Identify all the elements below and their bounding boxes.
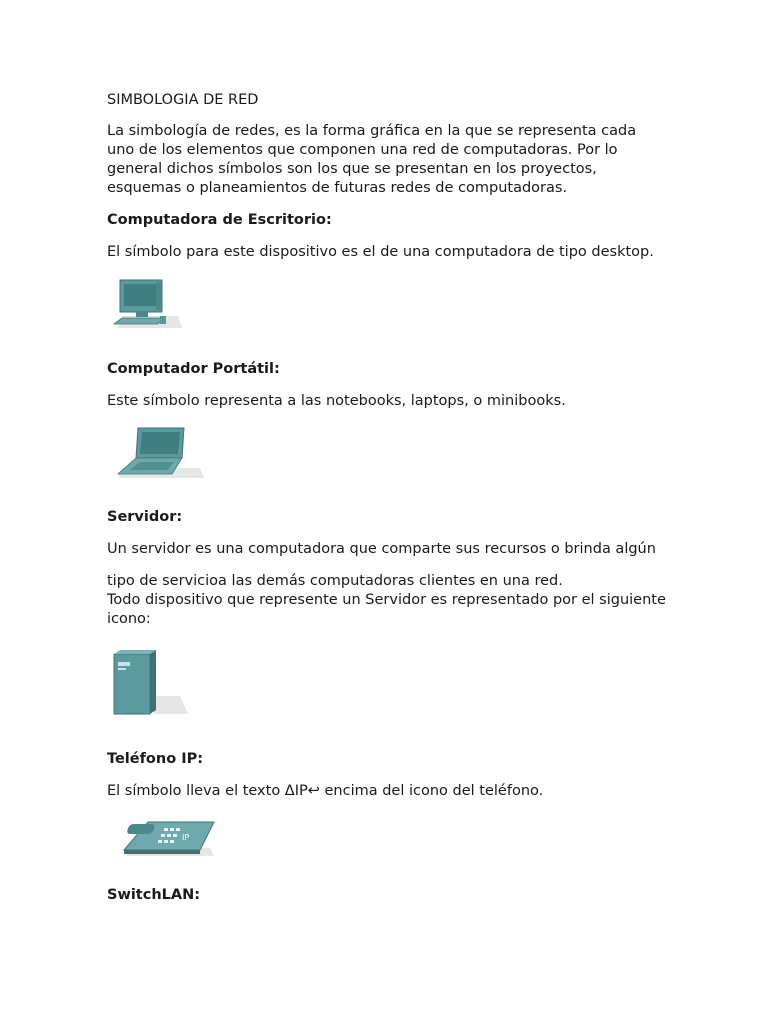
laptop-description: Este símbolo representa a las notebooks, laptops, o minibooks.	[107, 393, 566, 409]
desktop-computer-icon	[108, 276, 184, 332]
ip-phone-description: El símbolo lleva el texto ΔIP↩ encima del icono del teléfono.	[107, 783, 544, 799]
heading-server: Servidor:	[107, 509, 183, 525]
server-description-line1: Un servidor es una computadora que comparte sus recursos o brinda algún	[107, 541, 656, 557]
ip-phone-icon	[120, 812, 220, 860]
intro-paragraph: La simbología de redes, es la forma gráfica en la que se representa cada uno de los elementos que componen una red de computadoras. Por lo general dichos símbolos son los que se presentan en los proyectos, esquemas o planeamientos de futuras redes de computadoras.	[107, 123, 637, 196]
desktop-description: El símbolo para este dispositivo es el de una computadora de tipo desktop.	[107, 244, 654, 260]
document-title: SIMBOLOGIA DE RED	[107, 92, 259, 108]
server-description-line2: tipo de servicioa las demás computadoras clientes en una red.	[107, 573, 563, 589]
laptop-icon	[112, 424, 208, 484]
server-description-line3: Todo dispositivo que represente un Servidor es representado por el siguiente icono:	[107, 592, 666, 627]
heading-ip-phone: Teléfono IP:	[107, 751, 204, 767]
ip-phone-icon-label: IP	[182, 833, 190, 842]
heading-desktop: Computadora de Escritorio:	[107, 212, 332, 228]
server-icon	[110, 648, 190, 718]
heading-switch-lan: SwitchLAN:	[107, 887, 201, 903]
heading-laptop: Computador Portátil:	[107, 361, 280, 377]
